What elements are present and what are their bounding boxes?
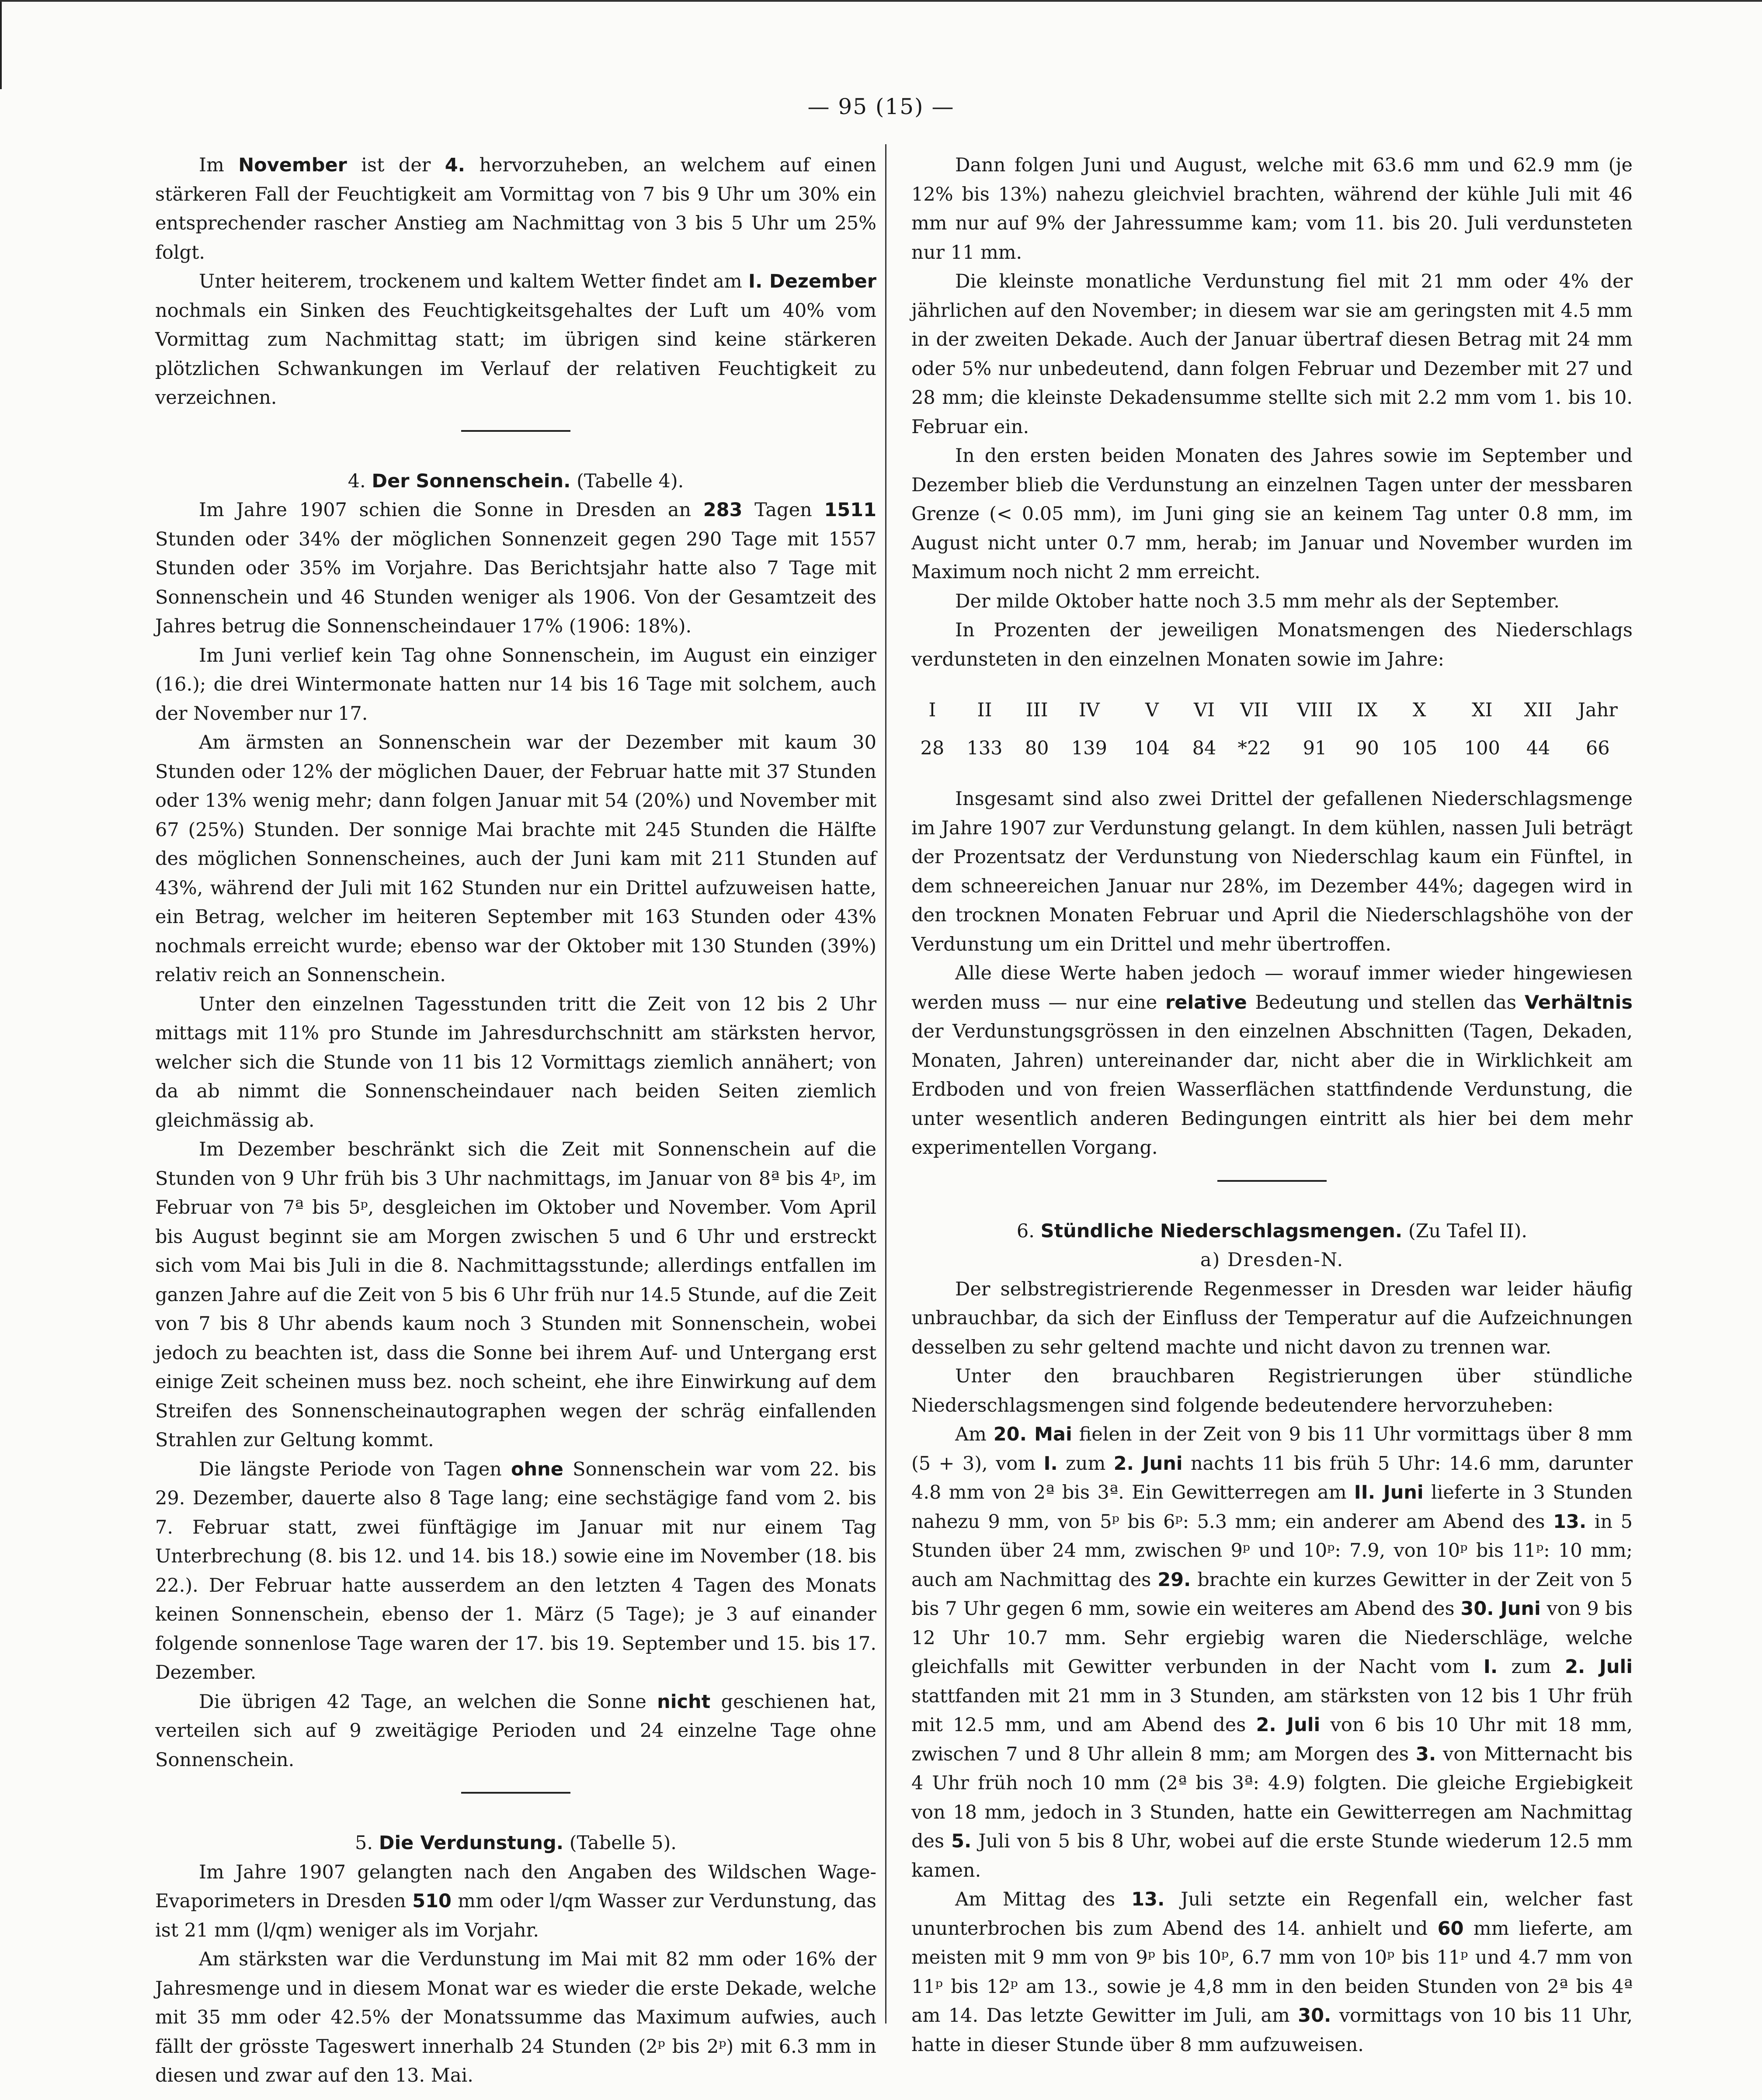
table-header-cell: V (1145, 699, 1159, 721)
table-cell: 91 (1303, 737, 1327, 759)
table-header-cell: IV (1078, 699, 1100, 721)
paragraph: Der selbstregistrierende Regenmesser in Dresden war leider häufig unbrauchbar, da sich der Einfluss der Temperatur auf die Aufzeichnungen desselben zu sehr geltend machte und nicht davon zu trennen war. (911, 1278, 1633, 1358)
left-column (155, 151, 876, 2090)
table-row (911, 729, 1633, 767)
table-header-row (911, 691, 1633, 729)
paragraph: Im Jahre 1907 gelangten nach den Angaben des Wildschen Wage-Evaporimeters in Dresden 510 mm oder l/qm Wasser zur Verdunstung, das ist 21 mm (l/qm) weniger als im Vorjahr. (155, 1861, 877, 1941)
table-cell: 104 (1134, 737, 1170, 759)
section-6-ref: (Zu Tafel II). (1408, 1220, 1528, 1242)
table-cell: 84 (1192, 737, 1216, 759)
section-6-subtitle: a) Dresden-N. (1200, 1249, 1344, 1271)
section-4-heading (155, 467, 876, 496)
table-header-cell: XII (1524, 699, 1553, 721)
table-header-cell: VIII (1296, 699, 1333, 721)
paragraph: Am Mittag des 13. Juli setzte ein Regenfall ein, welcher fast ununterbrochen bis zum Abend des 14. anhielt und 60 mm lieferte, am meisten mit 9 mm von 9ᵖ bis 10ᵖ, 6.7 mm von 10ᵖ bis 11ᵖ und 4.7 mm von 11ᵖ bis 12ᵖ am 13., sowie je 4,8 mm in den beiden Stunden von 2ª bis 4ª am 14. Das letzte Gewitter im Juli, am 30. vormittags von 10 bis 11 Uhr, hatte in dieser Stunde über 8 mm aufzuweisen. (911, 1888, 1633, 2056)
section-5-ref: (Tabelle 5). (569, 1832, 677, 1854)
section-4-number: 4. (348, 470, 366, 492)
paragraph: Im Jahre 1907 schien die Sonne in Dresden an 283 Tagen 1511 Stunden oder 34% der möglichen Sonnenzeit gegen 290 Tage mit 1557 Stunden oder 35% im Vorjahre. Das Berichtsjahr hatte also 7 Tage mit Sonnenschein und 46 Stunden weniger als 1906. Von der Gesamtzeit des Jahres betrug die Sonnenscheindauer 17% (1906: 18%). (155, 499, 876, 637)
evaporation-continued (911, 151, 1633, 674)
paragraph: Am ärmsten an Sonnenschein war der Dezember mit kaum 30 Stunden oder 12% der möglichen Dauer, der Februar hatte mit 37 Stunden oder 13% wenig mehr; dann folgen Januar mit 54 (20%) und November mit 67 (25%) Stunden. Der sonnige Mai brachte mit 245 Stunden die Hälfte des möglichen Sonnenscheines, auch der Juni kam mit 211 Stunden auf 43%, während der Juli mit 162 Stunden nur ein Drittel aufzuweisen hatte, ein Betrag, welcher im heiteren September mit 163 Stunden oder 43% nochmals erreicht wurde; ebenso war der Oktober mit 130 Stunden (39%) relativ reich an Sonnenschein. (155, 732, 876, 986)
table-cell: 28 (920, 737, 945, 759)
paragraph: Insgesamt sind also zwei Drittel der gefallenen Niederschlagsmenge im Jahre 1907 zur Verdunstung gelangt. In dem kühlen, nassen Juli beträgt der Prozentsatz der Verdunstung von Niederschlag kaum ein Fünftel, in dem schneereichen Januar nur 28%, im Dezember 44%; dagegen wird in den trocknen Monaten Februar und April die Niederschlagshöhe von der Verdunstung um ein Drittel und mehr übertroffen. (911, 788, 1633, 955)
table-header-cell: II (977, 699, 992, 721)
paragraph: Die längste Periode von Tagen ohne Sonnenschein war vom 22. bis 29. Dezember, dauerte also 8 Tage lang; eine sechstägige fand vom 2. bis 7. Februar statt, zwei fünftägige im Januar mit nur einem Tag Unterbrechung (8. bis 12. und 14. bis 18.) sowie eine im November (18. bis 22.). Der Februar hatte ausserdem an den letzten 4 Tagen des Monats keinen Sonnenschein, ebenso der 1. März (5 Tage); je 3 auf einander folgende sonnenlose Tage waren der 17. bis 19. September und 15. bis 17. Dezember. (155, 1458, 877, 1683)
section-4-ref: (Tabelle 4). (577, 470, 684, 492)
right-column (911, 151, 1633, 2059)
table-cell: 44 (1526, 737, 1550, 759)
paragraph: In den ersten beiden Monaten des Jahres sowie im September und Dezember blieb die Verdunstung an einzelnen Tagen unter der messbaren Grenze (< 0.05 mm), im Juni ging sie an keinem Tag unter 0.8 mm, im August nicht unter 0.7 mm, herab; im Januar und November wurden im Maximum noch nicht 2 mm erreicht. (911, 445, 1633, 583)
table-header-cell: I (928, 699, 936, 721)
section-6-body (911, 1275, 1633, 2060)
section-5-title: Die Verdunstung. (379, 1832, 564, 1854)
section-4-title: Der Sonnenschein. (372, 470, 571, 492)
table-cell: 90 (1355, 737, 1379, 759)
intro-block (155, 151, 876, 413)
table-cell: 105 (1401, 737, 1438, 759)
top-rule (0, 0, 1762, 2)
evaporation-summary (911, 784, 1633, 1163)
page-number: — 95 (15) — (807, 94, 955, 119)
column-divider (885, 144, 886, 2024)
section-5-heading (155, 1829, 876, 1858)
table-cell: *22 (1237, 737, 1271, 759)
section-5-number: 5. (355, 1832, 373, 1854)
table-cell: 100 (1464, 737, 1500, 759)
table-header-cell: VII (1240, 699, 1269, 721)
table-cell: 66 (1585, 737, 1610, 759)
section-6-heading (911, 1217, 1633, 1246)
paragraph: Im Juni verlief kein Tag ohne Sonnenschein, im August ein einziger (16.); die drei Wintermonate hatten nur 14 bis 16 Tage mit solchem, auch der November nur 17. (155, 644, 876, 725)
section-rule (461, 1792, 570, 1794)
section-rule (1217, 1180, 1327, 1182)
paragraph: Alle diese Werte haben jedoch — worauf immer wieder hingewiesen werden muss — nur eine relative Bedeutung und stellen das Verhältnis der Verdunstungsgrössen in den einzelnen Abschnitten (Tagen, Dekaden, Monaten, Jahren) untereinander dar, nicht aber die in Wirklichkeit am Erdboden und von freien Wasserflächen stattfindende Verdunstung, die unter wesentlich anderen Bedingungen eintritt als hier bei dem mehr experimentellen Vorgang. (911, 962, 1633, 1159)
table-header-cell: X (1412, 699, 1426, 721)
paragraph: Im November ist der 4. hervorzuheben, an welchem auf einen stärkeren Fall der Feuchtigkeit am Vormittag von 7 bis 9 Uhr um 30% ein entsprechender rascher Anstieg am Nachmittag von 3 bis 5 Uhr um 25% folgt. (155, 154, 876, 264)
section-6-title: Stündliche Niederschlagsmengen. (1040, 1220, 1403, 1242)
table-cell: 139 (1071, 737, 1107, 759)
table-cell: 80 (1025, 737, 1049, 759)
paragraph: Unter den brauchbaren Registrierungen über stündliche Niederschlagsmengen sind folgende bedeutendere hervorzuheben: (911, 1365, 1633, 1416)
paragraph: Am stärksten war die Verdunstung im Mai mit 82 mm oder 16% der Jahresmenge und in diesem Monat war es wieder die erste Dekade, welche mit 35 mm oder 42.5% der Monatssumme das Maximum aufwies, auch fällt der grösste Tageswert innerhalb 24 Stunden (2ᵖ bis 2ᵖ) mit 6.3 mm in diesen und zwar auf den 13. Mai. (155, 1948, 876, 2086)
table-cell: 133 (966, 737, 1003, 759)
section-4-body (155, 496, 876, 1774)
paragraph: Dann folgen Juni und August, welche mit 63.6 mm und 62.9 mm (je 12% bis 13%) nahezu gleichviel brachten, während der kühle Juli mit 46 mm nur auf 9% der Jahressumme kam; vom 11. bis 20. Juli verdunsteten nur 11 mm. (911, 154, 1633, 264)
paragraph: Unter heiterem, trockenem und kaltem Wetter findet am I. Dezember nochmals ein Sinken des Feuchtigkeitsgehaltes der Luft um 40% vom Vormittag zum Nachmittag statt; im übrigen sind keine stärkeren plötzlichen Schwankungen im Verlauf der relativen Feuchtigkeit zu verzeichnen. (155, 271, 877, 409)
table-header-cell: XI (1471, 699, 1493, 721)
table-header-cell: Jahr (1578, 699, 1618, 721)
evaporation-percent-table (911, 691, 1633, 767)
paragraph: Am 20. Mai fielen in der Zeit von 9 bis 11 Uhr vormittags über 8 mm (5 + 3), vom I. zum 2. Juni nachts 11 bis früh 5 Uhr: 14.6 mm, darunter 4.8 mm von 2ª bis 3ª. Ein Gewitterregen am II. Juni lieferte in 3 Stunden nahezu 9 mm, von 5ᵖ bis 6ᵖ: 5.3 mm; ein anderer am Abend des 13. in 5 Stunden über 24 mm, zwischen 9ᵖ und 10ᵖ: 7.9, von 10ᵖ bis 11ᵖ: 10 mm; auch am Nachmittag des 29. brachte ein kurzes Gewitter in der Zeit von 5 bis 7 Uhr gegen 6 mm, sowie ein weiteres am Abend des 30. Juni von 9 bis 12 Uhr 10.7 mm. Sehr ergiebig waren die Niederschläge, welche gleichfalls mit Gewitter verbunden in der Nacht vom I. zum 2. Juli stattfanden mit 21 mm in 3 Stunden, am stärksten von 12 bis 1 Uhr früh mit 12.5 mm, und am Abend des 2. Juli von 6 bis 10 Uhr mit 18 mm, zwischen 7 und 8 Uhr allein 8 mm; am Morgen des 3. von Mitternacht bis 4 Uhr früh noch 10 mm (2ª bis 3ª: 4.9) folgten. Die gleiche Ergiebigkeit von 18 mm, jedoch in 3 Stunden, hatte ein Gewitterregen am Nachmittag des 5. Juli von 5 bis 8 Uhr, wobei auf die erste Stunde wiederum 12.5 mm kamen. (911, 1423, 1633, 1881)
paragraph: In Prozenten der jeweiligen Monatsmengen des Niederschlags verdunsteten in den einzelnen Monaten sowie im Jahre: (911, 619, 1633, 670)
section-rule (461, 430, 570, 432)
paragraph: Unter den einzelnen Tagesstunden tritt die Zeit von 12 bis 2 Uhr mittags mit 11% pro Stunde im Jahresdurchschnitt am stärksten hervor, welcher sich die Stunde von 11 bis 12 Vormittags ziemlich annähert; von da ab nimmt die Sonnenscheindauer nach beiden Seiten ziemlich gleichmässig ab. (155, 993, 876, 1132)
table-header-cell: IX (1356, 699, 1378, 721)
paragraph: Die übrigen 42 Tage, an welchen die Sonne nicht geschienen hat, verteilen sich auf 9 zweitägige Perioden und 24 einzelne Tage ohne Sonnenschein. (155, 1690, 876, 1771)
paragraph: Der milde Oktober hatte noch 3.5 mm mehr als der September. (955, 590, 1560, 612)
section-5-body (155, 1858, 876, 2090)
section-6-number: 6. (1016, 1220, 1035, 1242)
paragraph: Im Dezember beschränkt sich die Zeit mit Sonnenschein auf die Stunden von 9 Uhr früh bis 3 Uhr nachmittags, im Januar von 8ª bis 4ᵖ, im Februar von 7ª bis 5ᵖ, desgleichen im Oktober und November. Vom April bis August beginnt sie am Morgen zwischen 5 und 6 Uhr und erstreckt sich vom Mai bis Juli in die 8. Nachmittagsstunde; allerdings entfallen im ganzen Jahre auf die Zeit von 5 bis 6 Uhr früh nur 14.5 Stunde, auf die Zeit von 7 bis 8 Uhr abends kaum noch 3 Stunden mit Sonnenschein, wobei jedoch zu beachten ist, dass die Sonne bei ihrem Auf- und Untergang erst einige Zeit scheinen muss bez. noch scheint, ehe ihre Einwirkung auf dem Streifen des Sonnenscheinautographen wegen der schräg einfallenden Strahlen zur Geltung kommt. (155, 1139, 876, 1451)
table-header-cell: III (1025, 699, 1048, 721)
binding-edge-mark (0, 2, 28, 89)
paragraph: Die kleinste monatliche Verdunstung fiel mit 21 mm oder 4% der jährlichen auf den November; in diesem war sie am geringsten mit 4.5 mm in der zweiten Dekade. Auch der Januar übertraf diesen Betrag mit 24 mm oder 5% nur unbedeutend, dann folgen Februar und Dezember mit 27 und 28 mm; die kleinste Dekadensumme stellte sich mit 2.2 mm vom 1. bis 10. Februar ein. (911, 271, 1633, 438)
table-header-cell: VI (1194, 699, 1215, 721)
